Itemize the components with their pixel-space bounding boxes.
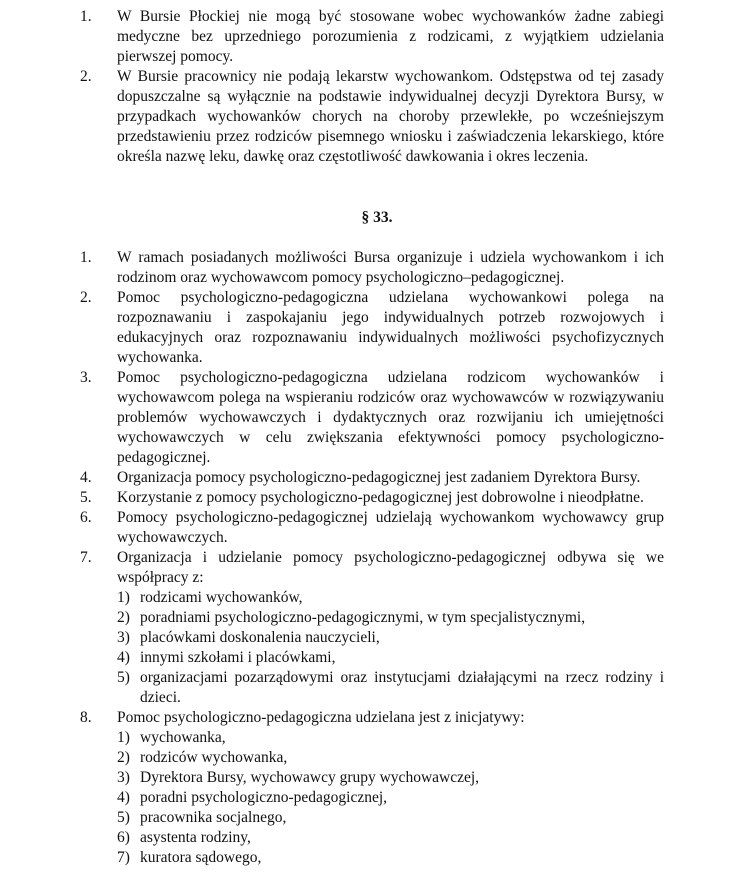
item-text: W Bursie pracownicy nie podają lekarstw wychowankom. Odstępstwa od tej zasady dopuszczalne są wyłącznie na podstawie indywidualnej decyzji Dyrektora Bursy, w przypadkach wychowanków chorych na choroby przewlekłe, po wcześniejszym przedstawieniu przez rodziców pisemnego wniosku i zaświadczenia lekarskiego, które określa nazwę leku, dawkę oraz częstotliwość dawkowania i okres leczenia. (117, 68, 664, 165)
sub-list-item (0, 848, 664, 868)
sub-item-number: 4) (117, 789, 130, 806)
sub-item-number: 2) (117, 749, 130, 766)
sub-list-item (0, 768, 664, 788)
list-item (0, 288, 664, 368)
sub-item-number: 3) (117, 629, 130, 646)
list-item (0, 7, 664, 67)
sub-item-text: wychowanka, (140, 729, 226, 746)
item-text: Korzystanie z pomocy psychologiczno-pedagogicznej jest dobrowolne i nieodpłatne. (117, 489, 644, 506)
item-text: Pomoc psychologiczno-pedagogiczna udzielana wychowankowi polega na rozpoznawaniu i zaspokajaniu jego indywidualnych potrzeb rozwojowych i edukacyjnych oraz rozpoznawaniu indywidualnych możliwości psychofizycznych wychowanka. (117, 289, 664, 366)
sub-item-number: 4) (117, 649, 130, 666)
sub-item-number: 6) (117, 829, 130, 846)
sub-item-text: rodziców wychowanka, (140, 749, 288, 766)
sub-list-item (0, 588, 664, 608)
item-number: 8. (80, 709, 92, 726)
list-item (0, 248, 664, 288)
sub-item-number: 1) (117, 589, 130, 606)
item-number: 3. (80, 369, 92, 386)
sub-list-item (0, 668, 664, 708)
sub-item-number: 7) (117, 849, 130, 866)
item-text: Organizacja pomocy psychologiczno-pedagogicznej jest zadaniem Dyrektora Bursy. (117, 469, 641, 486)
sub-list-item (0, 828, 664, 848)
list-item (0, 488, 664, 508)
sub-list-item (0, 628, 664, 648)
sub-item-text: organizacjami pozarządowymi oraz instytucjami działającymi na rzecz rodziny i dzieci. (140, 669, 664, 706)
sub-item-text: asystenta rodziny, (140, 829, 251, 846)
section-33-list (0, 248, 664, 868)
item-text: W Bursie Płockiej nie mogą być stosowane wobec wychowanków żadne zabiegi medyczne bez uprzedniego porozumienia z rodzicami, z wyjątkiem udzielania pierwszej pomocy. (117, 8, 664, 65)
sub-item-text: placówkami doskonalenia nauczycieli, (140, 629, 380, 646)
sub-item-text: pracownika socjalnego, (140, 809, 287, 826)
item-text: Pomocy psychologiczno-pedagogicznej udzielają wychowankom wychowawcy grup wychowawczych. (117, 509, 664, 546)
sub-item-number: 3) (117, 769, 130, 786)
sub-item-number: 2) (117, 609, 130, 626)
item-number: 6. (80, 509, 92, 526)
section-heading: § 33. (361, 209, 393, 226)
item-number: 4. (80, 469, 92, 486)
previous-section-list (0, 7, 664, 167)
sub-item-text: Dyrektora Bursy, wychowawcy grupy wychowawczej, (140, 769, 480, 786)
item-number: 1. (80, 8, 92, 25)
sub-item-number: 5) (117, 809, 130, 826)
sub-item-text: kuratora sądowego, (140, 849, 262, 866)
list-item (0, 468, 664, 488)
sub-list-item (0, 608, 664, 628)
item-text: Pomoc psychologiczno-pedagogiczna udzielana rodzicom wychowanków i wychowawcom polega na wspieraniu rodziców oraz wychowawców w rozwiązywaniu problemów wychowawczych i dydaktycznych oraz rozwijaniu ich umiejętności wychowawczych w celu zwiększania efektywności pomocy psychologiczno-pedagogicznej. (117, 369, 664, 466)
sub-list-item (0, 788, 664, 808)
sub-item-number: 5) (117, 669, 130, 686)
sub-list-item (0, 808, 664, 828)
sub-item-text: innymi szkołami i placówkami, (140, 649, 336, 666)
item-number: 5. (80, 489, 92, 506)
list-item (0, 67, 664, 167)
item-text: Pomoc psychologiczno-pedagogiczna udzielana jest z inicjatywy: (117, 709, 525, 726)
sub-item-text: poradni psychologiczno-pedagogicznej, (140, 789, 388, 806)
list-item (0, 708, 664, 728)
list-item (0, 508, 664, 548)
item-number: 2. (80, 289, 92, 306)
item-number: 7. (80, 549, 92, 566)
sub-list-item (0, 748, 664, 768)
list-item (0, 368, 664, 468)
sub-list-item (0, 728, 664, 748)
sub-item-text: poradniami psychologiczno-pedagogicznymi, w tym specjalistycznymi, (140, 609, 586, 626)
sub-list-item (0, 648, 664, 668)
item-text: Organizacja i udzielanie pomocy psychologiczno-pedagogicznej odbywa się we współpracy z: (117, 549, 664, 586)
item-text: W ramach posiadanych możliwości Bursa organizuje i udziela wychowankom i ich rodzinom oraz wychowawcom pomocy psychologiczno–pedagogicznej. (117, 249, 664, 286)
item-number: 2. (80, 68, 92, 85)
item-number: 1. (80, 249, 92, 266)
list-item (0, 548, 664, 588)
sub-item-number: 1) (117, 729, 130, 746)
sub-item-text: rodzicami wychowanków, (140, 589, 303, 606)
